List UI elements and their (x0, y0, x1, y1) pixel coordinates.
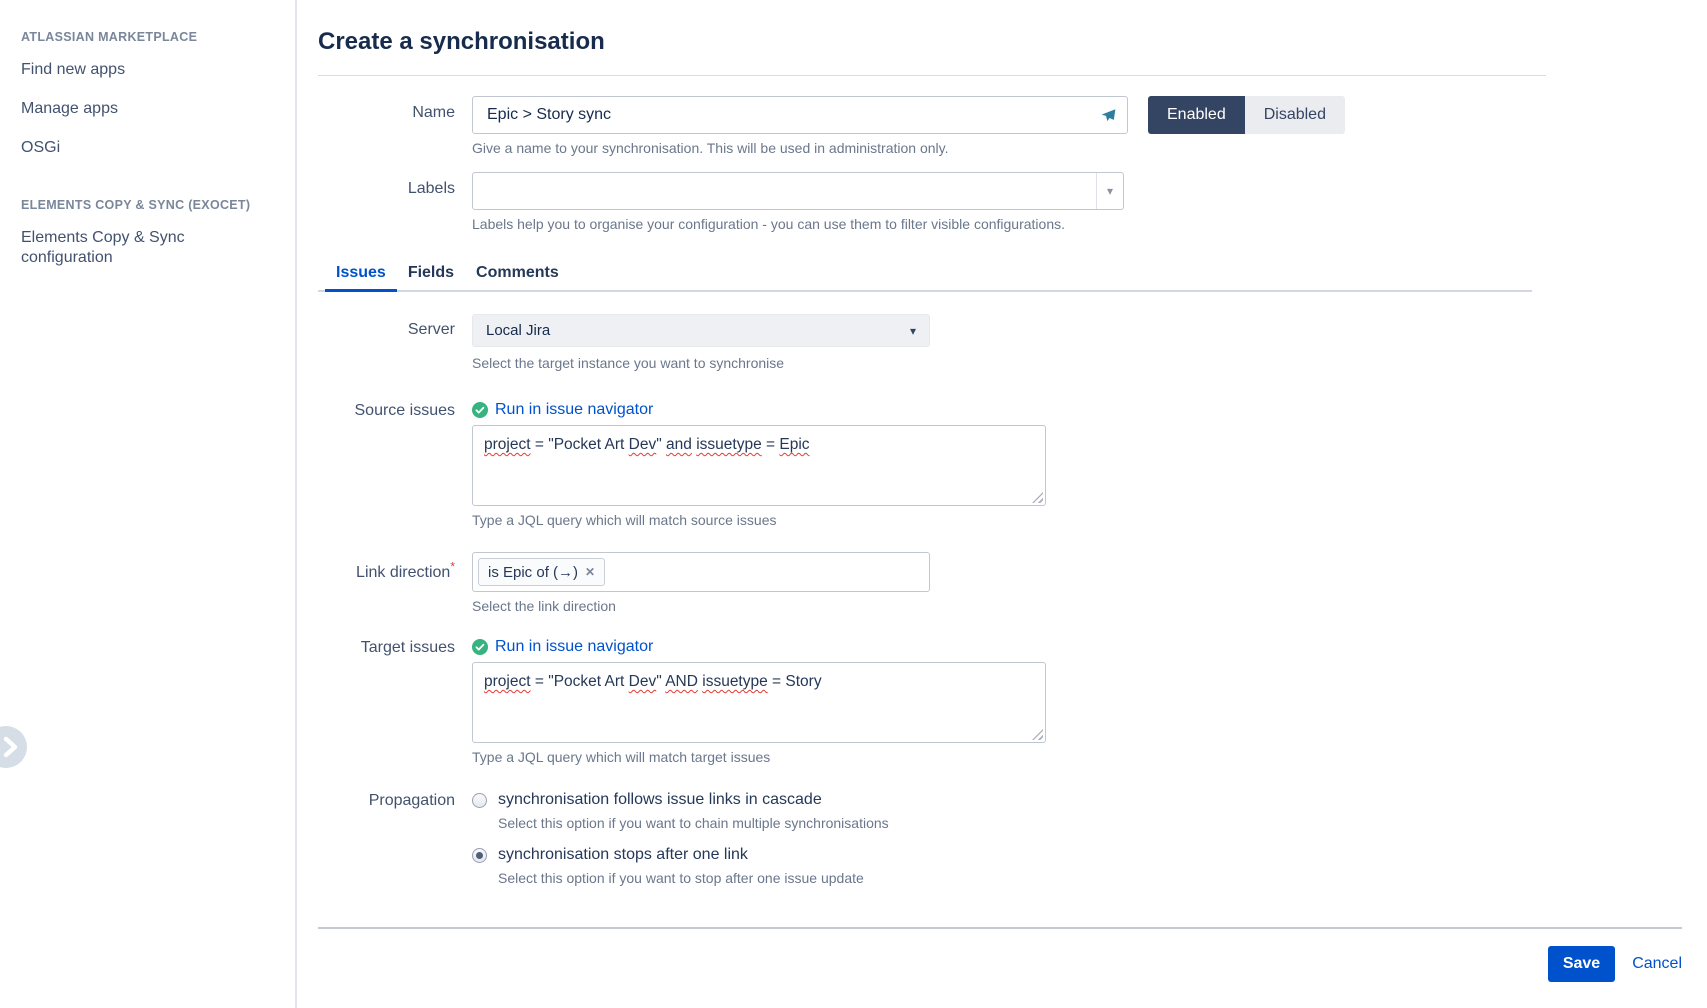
name-row (318, 96, 1707, 156)
radio-button-icon[interactable] (472, 793, 487, 808)
link-direction-field[interactable] (472, 552, 930, 592)
link-direction-chip (478, 558, 605, 586)
save-button[interactable]: Save (1548, 946, 1615, 982)
source-issues-label: Source issues (354, 402, 455, 419)
propagation-cascade-text: synchronisation follows issue links in cascade (498, 791, 822, 808)
sidebar-item-osgi[interactable]: OSGi (21, 139, 61, 156)
create-synchronisation-form (318, 96, 1707, 982)
sidebar-heading-elements-copy-sync: ELEMENTS COPY & SYNC (EXOCET) (21, 198, 251, 212)
form-bottom-divider (318, 927, 1682, 929)
target-issues-row (318, 638, 1707, 765)
tab-bar (318, 258, 1532, 292)
sidebar (0, 0, 297, 1008)
sidebar-item-find-new-apps[interactable]: Find new apps (21, 61, 126, 78)
sidebar-heading-atlassian-marketplace: ATLASSIAN MARKETPLACE (21, 30, 198, 44)
source-help: Type a JQL query which will match source issues (472, 512, 777, 528)
propagation-stop-help: Select this option if you want to stop after one issue update (498, 870, 864, 886)
enabled-disabled-toggle (1148, 96, 1345, 134)
chevron-down-icon: ▾ (1106, 184, 1114, 198)
cancel-link[interactable]: Cancel (1632, 955, 1682, 972)
name-help: Give a name to your synchronisation. This will be used in administration only. (472, 140, 949, 156)
labels-combo (472, 172, 1124, 210)
name-label: Name (412, 104, 455, 121)
propagation-stop-text: synchronisation stops after one link (498, 846, 748, 863)
server-label: Server (407, 321, 455, 338)
propagation-stop-radio[interactable] (472, 846, 889, 864)
source-jql-input[interactable]: project = "Pocket Art Dev" and issuetype = Epic (472, 425, 1046, 506)
tab-issues[interactable]: Issues (325, 258, 397, 292)
check-circle-icon (472, 402, 488, 418)
labels-dropdown-button[interactable] (1096, 173, 1123, 209)
labels-input[interactable] (473, 173, 1096, 209)
target-help: Type a JQL query which will match target issues (472, 749, 771, 765)
tab-comments[interactable]: Comments (476, 264, 559, 281)
target-jql-input[interactable]: project = "Pocket Art Dev" AND issuetype = Story (472, 662, 1046, 743)
labels-help: Labels help you to organise your configuration - you can use them to filter visible configurations. (472, 216, 1066, 232)
sidebar-section-marketplace (21, 30, 275, 158)
radio-button-icon[interactable] (472, 848, 487, 863)
form-footer (318, 946, 1682, 982)
labels-row (318, 172, 1707, 232)
check-circle-icon (472, 639, 488, 655)
enabled-button[interactable]: Enabled (1148, 96, 1245, 134)
chip-label: is Epic of (→) (488, 563, 579, 581)
server-select-value: Local Jira (486, 322, 551, 339)
propagation-row (318, 791, 1707, 901)
title-divider (318, 75, 1546, 76)
propagation-cascade-help: Select this option if you want to chain multiple synchronisations (498, 815, 889, 831)
source-issues-row (318, 401, 1707, 528)
paper-plane-icon (1100, 108, 1117, 123)
target-issues-label: Target issues (360, 639, 455, 656)
link-direction-help: Select the link direction (472, 598, 616, 614)
labels-label: Labels (407, 180, 455, 197)
chip-remove-icon[interactable]: ✕ (585, 565, 596, 579)
main-content (297, 0, 1707, 1008)
propagation-option-cascade (472, 791, 889, 831)
server-row (318, 314, 1707, 371)
propagation-label: Propagation (368, 792, 455, 809)
propagation-option-stop (472, 846, 889, 886)
sidebar-section-elements-copy-sync (21, 198, 275, 268)
sidebar-item-manage-apps[interactable]: Manage apps (21, 100, 118, 117)
page-title: Create a synchronisation (318, 28, 605, 55)
target-run-in-issue-navigator-link[interactable]: Run in issue navigator (495, 638, 654, 655)
server-select[interactable] (472, 314, 930, 347)
propagation-cascade-radio[interactable] (472, 791, 889, 809)
server-help: Select the target instance you want to synchronise (472, 355, 785, 371)
link-direction-label: Link direction* (356, 559, 455, 581)
sidebar-item-elements-copy-sync-configuration[interactable]: Elements Copy & Sync configuration (21, 229, 185, 266)
name-input-wrapper (472, 96, 1128, 134)
chevron-down-icon: ▾ (909, 323, 916, 338)
source-run-in-issue-navigator-link[interactable]: Run in issue navigator (495, 401, 654, 418)
name-input[interactable] (485, 105, 1094, 125)
tab-fields[interactable]: Fields (407, 264, 455, 281)
required-asterisk: * (450, 559, 455, 574)
link-direction-row (318, 552, 1707, 614)
chevron-right-icon (3, 736, 19, 758)
disabled-button[interactable]: Disabled (1245, 96, 1345, 134)
